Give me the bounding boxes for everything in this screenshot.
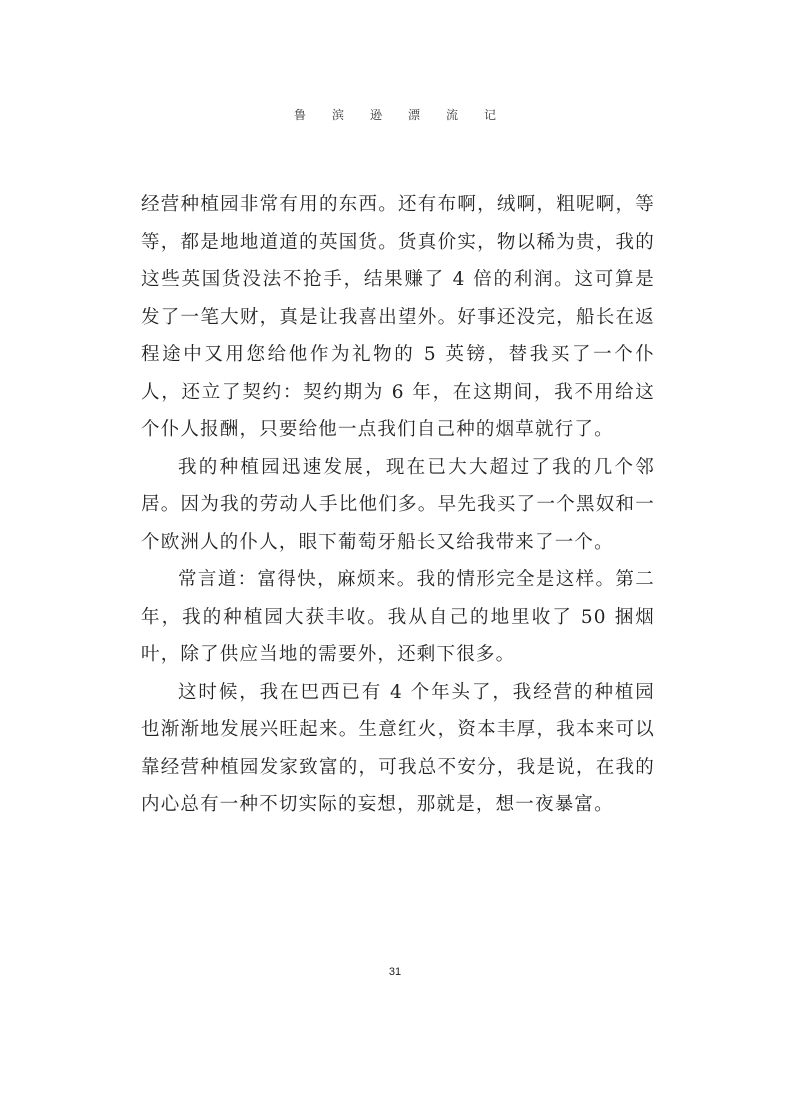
running-header: 鲁滨逊漂流记 (293, 108, 522, 122)
paragraph: 这时候，我在巴西已有 4 个年头了，我经营的种植园也渐渐地发展兴旺起来。生意红火，资本丰厚，我本来可以靠经营种植园发家致富的，可我总不安分，我是说，在我的内心总有一种不切实际的妄想，那就是，想一夜暴富。 (141, 681, 655, 815)
body-text (141, 186, 655, 824)
page-number: 31 (388, 966, 402, 978)
paragraph: 常言道：富得快，麻烦来。我的情形完全是这样。第二年，我的种植园大获丰收。我从自己的地里收了 50 捆烟叶，除了供应当地的需要外，还剩下很多。 (141, 569, 655, 665)
paragraph: 我的种植园迅速发展，现在已大大超过了我的几个邻居。因为我的劳动人手比他们多。早先我买了一个黑奴和一个欧洲人的仆人，眼下葡萄牙船长又给我带来了一个。 (141, 456, 655, 553)
paragraph-continued: 经营种植园非常有用的东西。还有布啊，绒啊，粗呢啊，等等，都是地地道道的英国货。货真价实，物以稀为贵，我的这些英国货没法不抢手，结果赚了 4 倍的利润。这可算是发了一笔大财，真是让我喜出望外。好事还没完，船长在返程途中又用您给他作为礼物的 5 英镑，替我买了一个仆人，还立了契约：契约期为 6 年，在这期间，我不用给这个仆人报酬，只要给他一点我们自己种的烟草就行了。 (141, 194, 655, 440)
